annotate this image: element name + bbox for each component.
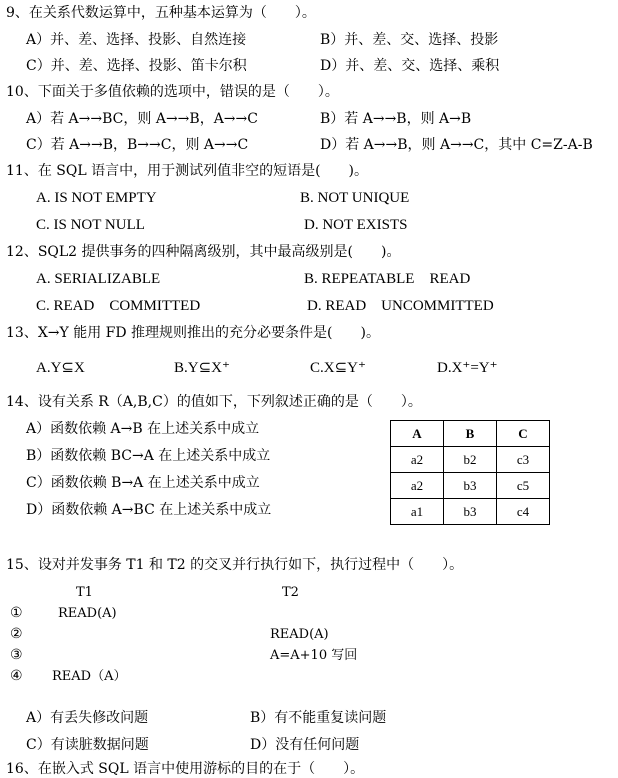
table-row (391, 447, 550, 473)
table-header: A (391, 421, 444, 447)
q14-option-c: C）函数依赖 B→A 在上述关系中成立 (26, 475, 260, 491)
q10-option-a: A）若 A→→BC，则 A→→B，A→→C (26, 111, 258, 127)
q10-option-d: D）若 A→→B，则 A→→C，其中 C=Z-A-B (320, 137, 593, 153)
q14-stem: 14、设有关系 R（A,B,C）的值如下，下列叙述正确的是（ ）。 (6, 394, 422, 410)
table-cell: a2 (391, 473, 444, 499)
q10-option-b: B）若 A→→B，则 A→B (320, 111, 472, 127)
q16-stem: 16、在嵌入式 SQL 语言中使用游标的目的在于（ ）。 (6, 761, 365, 777)
schedule-step-2-t2: READ(A) (270, 627, 329, 642)
q9-stem: 9、在关系代数运算中，五种基本运算为（ ）。 (6, 5, 316, 21)
table-header: B (444, 421, 497, 447)
q12-option-b: B. REPEATABLE READ (304, 271, 471, 287)
q12-option-c: C. READ COMMITTED (36, 298, 201, 314)
step-marker-4: ④ (10, 668, 23, 684)
table-cell: b2 (444, 447, 497, 473)
q13-option-c: C.X⊆Y⁺ (310, 360, 366, 376)
table-cell: b3 (444, 473, 497, 499)
table-cell: c3 (497, 447, 550, 473)
q13-option-a: A.Y⊆X (36, 360, 85, 376)
table-header-row (391, 421, 550, 447)
q13-option-d: D.X⁺=Y⁺ (437, 360, 498, 376)
q14-option-b: B）函数依赖 BC→A 在上述关系中成立 (26, 448, 271, 464)
step-marker-3: ③ (10, 647, 23, 663)
q15-option-c: C）有读脏数据问题 (26, 737, 149, 753)
table-cell: a2 (391, 447, 444, 473)
schedule-step-4-t1: READ（A） (52, 669, 127, 684)
q15-option-a: A）有丢失修改问题 (26, 710, 149, 726)
table-header: C (497, 421, 550, 447)
table-cell: a1 (391, 499, 444, 525)
q9-option-b: B）并、差、交、选择、投影 (320, 32, 499, 48)
q11-option-d: D. NOT EXISTS (304, 217, 408, 233)
q12-option-a: A. SERIALIZABLE (36, 271, 161, 287)
q9-option-c: C）并、差、选择、投影、笛卡尔积 (26, 58, 247, 74)
q14-option-a: A）函数依赖 A→B 在上述关系中成立 (26, 421, 260, 437)
table-cell: c5 (497, 473, 550, 499)
q11-stem: 11、在 SQL 语言中，用于测试列值非空的短语是( )。 (6, 163, 369, 179)
q10-option-c: C）若 A→→B，B→→C，则 A→→C (26, 137, 249, 153)
q15-option-b: B）有不能重复读问题 (250, 710, 387, 726)
q15-option-d: D）没有任何问题 (250, 737, 360, 753)
relation-table (390, 420, 550, 525)
schedule-step-3-t2: A=A+10 写回 (270, 648, 358, 663)
schedule-t1-header: T1 (76, 585, 93, 600)
step-marker-1: ① (10, 605, 23, 621)
q11-option-a: A. IS NOT EMPTY (36, 190, 157, 206)
step-marker-2: ② (10, 626, 23, 642)
q12-stem: 12、SQL2 提供事务的四种隔离级别，其中最高级别是( )。 (6, 244, 401, 260)
q12-option-d: D. READ UNCOMMITTED (307, 298, 494, 314)
table-cell: b3 (444, 499, 497, 525)
table-cell: c4 (497, 499, 550, 525)
schedule-step-1-t1: READ(A) (58, 606, 117, 621)
table-row (391, 473, 550, 499)
q15-stem: 15、设对并发事务 T1 和 T2 的交叉并行执行如下，执行过程中（ ）。 (6, 557, 464, 573)
q13-option-b: B.Y⊆X⁺ (174, 360, 230, 376)
q13-stem: 13、X→Y 能用 FD 推理规则推出的充分必要条件是( )。 (6, 325, 380, 341)
q14-option-d: D）函数依赖 A→BC 在上述关系中成立 (26, 502, 272, 518)
q11-option-c: C. IS NOT NULL (36, 217, 145, 233)
table-row (391, 499, 550, 525)
q10-stem: 10、下面关于多值依赖的选项中，错误的是（ ）。 (6, 84, 339, 100)
schedule-t2-header: T2 (282, 585, 299, 600)
q11-option-b: B. NOT UNIQUE (300, 190, 410, 206)
q9-option-a: A）并、差、选择、投影、自然连接 (26, 32, 247, 48)
q9-option-d: D）并、差、交、选择、乘积 (320, 58, 500, 74)
